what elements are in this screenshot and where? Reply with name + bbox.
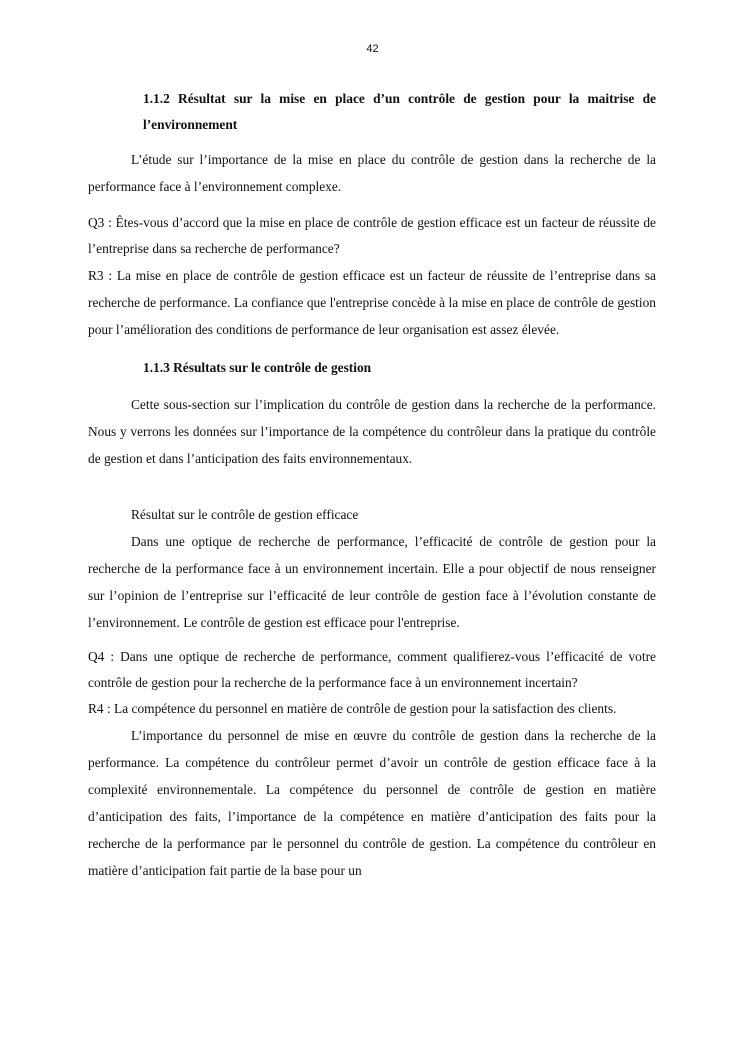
question-q4: Q4 : Dans une optique de recherche de performance, comment qualifierez-vous l’efficacité de votre contrôle de gestion pour la recherche de la performance face à un environnement incertain?	[88, 649, 656, 690]
page-content	[88, 86, 656, 884]
paragraph-competence: L’importance du personnel de mise en œuvre du contrôle de gestion dans la recherche de la performance. La compétence du contrôleur permet d’avoir un contrôle de gestion efficace face à la complexité environnementale. La compétence du personnel de contrôle de gestion en matière d’anticipation des faits, l’importance de la compétence en matière d’anticipation des faits pour la recherche de la performance par le personnel du contrôle de gestion. La compétence du contrôleur en matière d’anticipation fait partie de la base pour un	[88, 728, 656, 878]
question-q3: Q3 : Êtes-vous d’accord que la mise en place de contrôle de gestion efficace est un facteur de réussite de l’entreprise dans sa recherche de performance?	[88, 215, 656, 256]
section-heading-1-1-2: 1.1.2 Résultat sur la mise en place d’un contrôle de gestion pour la maitrise de l’environnement	[143, 91, 656, 132]
section-1-1-3-intro: Cette sous-section sur l’implication du contrôle de gestion dans la recherche de la performance. Nous y verrons les données sur l’importance de la compétence du contrôleur dans la pratique du contrôle de gestion et dans l’anticipation des faits environnementaux.	[88, 397, 656, 466]
section-heading-1-1-3: 1.1.3 Résultats sur le contrôle de gestion	[143, 360, 372, 375]
answer-r3: R3 : La mise en place de contrôle de gestion efficace est un facteur de réussite de l’entreprise dans sa recherche de performance. La confiance que l'entreprise concède à la mise en place de contrôle de gestion pour l’amélioration des conditions de performance de leur organisation est assez élevée.	[88, 268, 656, 337]
subsection-heading-efficace: Résultat sur le contrôle de gestion efficace	[131, 507, 359, 522]
section-1-1-2-intro: L’étude sur l’importance de la mise en place du contrôle de gestion dans la recherche de la performance face à l’environnement complexe.	[88, 152, 656, 194]
answer-r4: R4 : La compétence du personnel en matière de contrôle de gestion pour la satisfaction des clients.	[88, 701, 617, 716]
paragraph-efficacite: Dans une optique de recherche de performance, l’efficacité de contrôle de gestion pour la recherche de la performance face à un environnement incertain. Elle a pour objectif de nous renseigner sur l’opinion de l’entreprise sur l’efficacité de leur contrôle de gestion face à l’évolution constante de l’environnement. Le contrôle de gestion est efficace pour l'entreprise.	[88, 534, 656, 630]
page-number: 42	[366, 43, 379, 55]
